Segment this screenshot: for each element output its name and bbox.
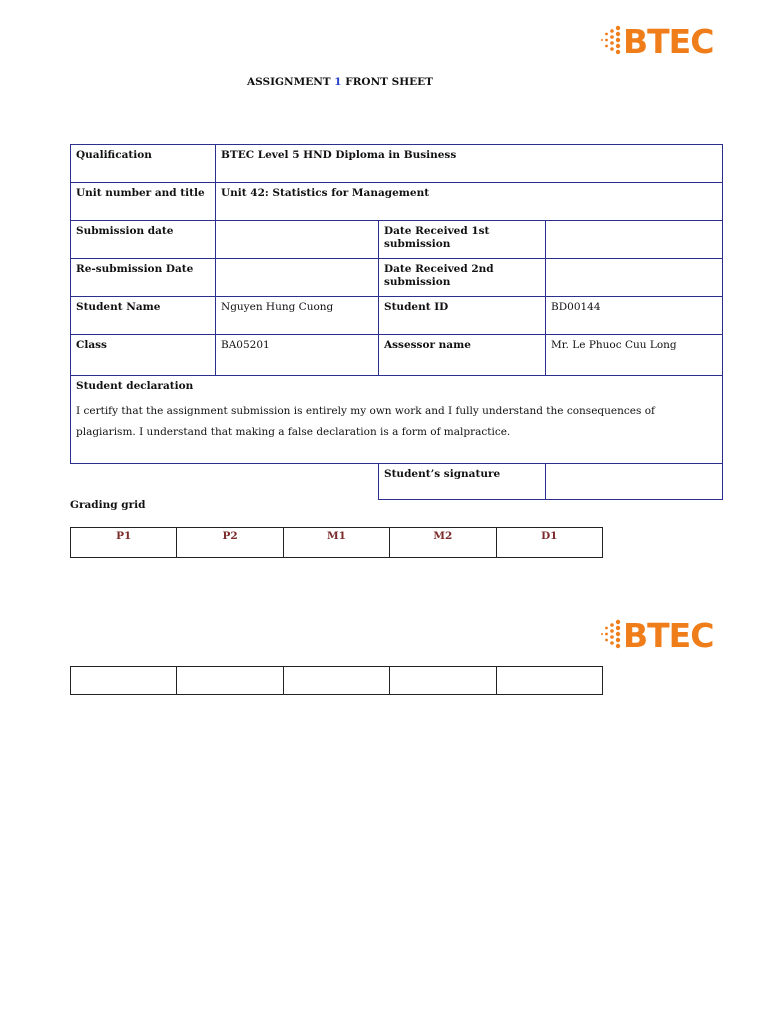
student-name-field[interactable]: Nguyen Hung Cuong: [216, 297, 379, 335]
grade-value-p1[interactable]: [71, 667, 177, 695]
grade-header-p1: P1: [71, 528, 177, 558]
grade-header-p2: P2: [177, 528, 283, 558]
submission-date-label: Submission date: [71, 221, 216, 259]
grading-values-grid: [70, 666, 603, 695]
grade-header-m1: M1: [283, 528, 389, 558]
date-received-1-field[interactable]: [546, 221, 723, 259]
resubmission-date-field[interactable]: [216, 259, 379, 297]
page-title: [0, 76, 680, 88]
qualification-label: Qualification: [71, 145, 216, 183]
grade-value-m1[interactable]: [283, 667, 389, 695]
front-sheet-table: [70, 144, 723, 500]
date-received-2-field[interactable]: [546, 259, 723, 297]
date-received-1-label: Date Received 1st submission: [379, 221, 546, 259]
resubmission-date-label: Re-submission Date: [71, 259, 216, 297]
class-field[interactable]: BA05201: [216, 335, 379, 376]
unit-value: Unit 42: Statistics for Management: [216, 183, 723, 221]
submission-date-field[interactable]: [216, 221, 379, 259]
assessor-name-label: Assessor name: [379, 335, 546, 376]
grading-grid: [70, 527, 603, 558]
grading-grid-label: Grading grid: [70, 499, 146, 511]
class-label: Class: [71, 335, 216, 376]
btec-logo-text: BTEC: [623, 615, 714, 655]
signature-field[interactable]: [546, 464, 723, 500]
title-prefix: ASSIGNMENT: [247, 76, 331, 88]
btec-logo-second: [600, 615, 720, 655]
grade-value-p2[interactable]: [177, 667, 283, 695]
btec-dots-icon: [600, 618, 622, 652]
btec-logo: [600, 21, 720, 61]
grade-header-d1: D1: [496, 528, 602, 558]
signature-spacer: [71, 464, 379, 500]
unit-label: Unit number and title: [71, 183, 216, 221]
title-suffix: FRONT SHEET: [345, 76, 433, 88]
declaration-text: I certify that the assignment submission is entirely my own work and I fully understand the consequences of plagiarism. I understand that making a false declaration is a form of malpractice.: [76, 405, 655, 438]
grade-value-d1[interactable]: [496, 667, 602, 695]
declaration-heading: Student declaration: [76, 380, 194, 392]
student-id-label: Student ID: [379, 297, 546, 335]
student-id-field[interactable]: BD00144: [546, 297, 723, 335]
btec-dots-icon: [600, 24, 622, 58]
grade-header-m2: M2: [390, 528, 496, 558]
btec-logo-text: BTEC: [623, 21, 714, 61]
qualification-value: BTEC Level 5 HND Diploma in Business: [216, 145, 723, 183]
date-received-2-label: Date Received 2nd submission: [379, 259, 546, 297]
grade-value-m2[interactable]: [390, 667, 496, 695]
student-name-label: Student Name: [71, 297, 216, 335]
signature-label: Student’s signature: [379, 464, 546, 500]
assessor-name-field[interactable]: Mr. Le Phuoc Cuu Long: [546, 335, 723, 376]
assignment-number: 1: [334, 76, 342, 88]
student-declaration: [71, 376, 723, 464]
